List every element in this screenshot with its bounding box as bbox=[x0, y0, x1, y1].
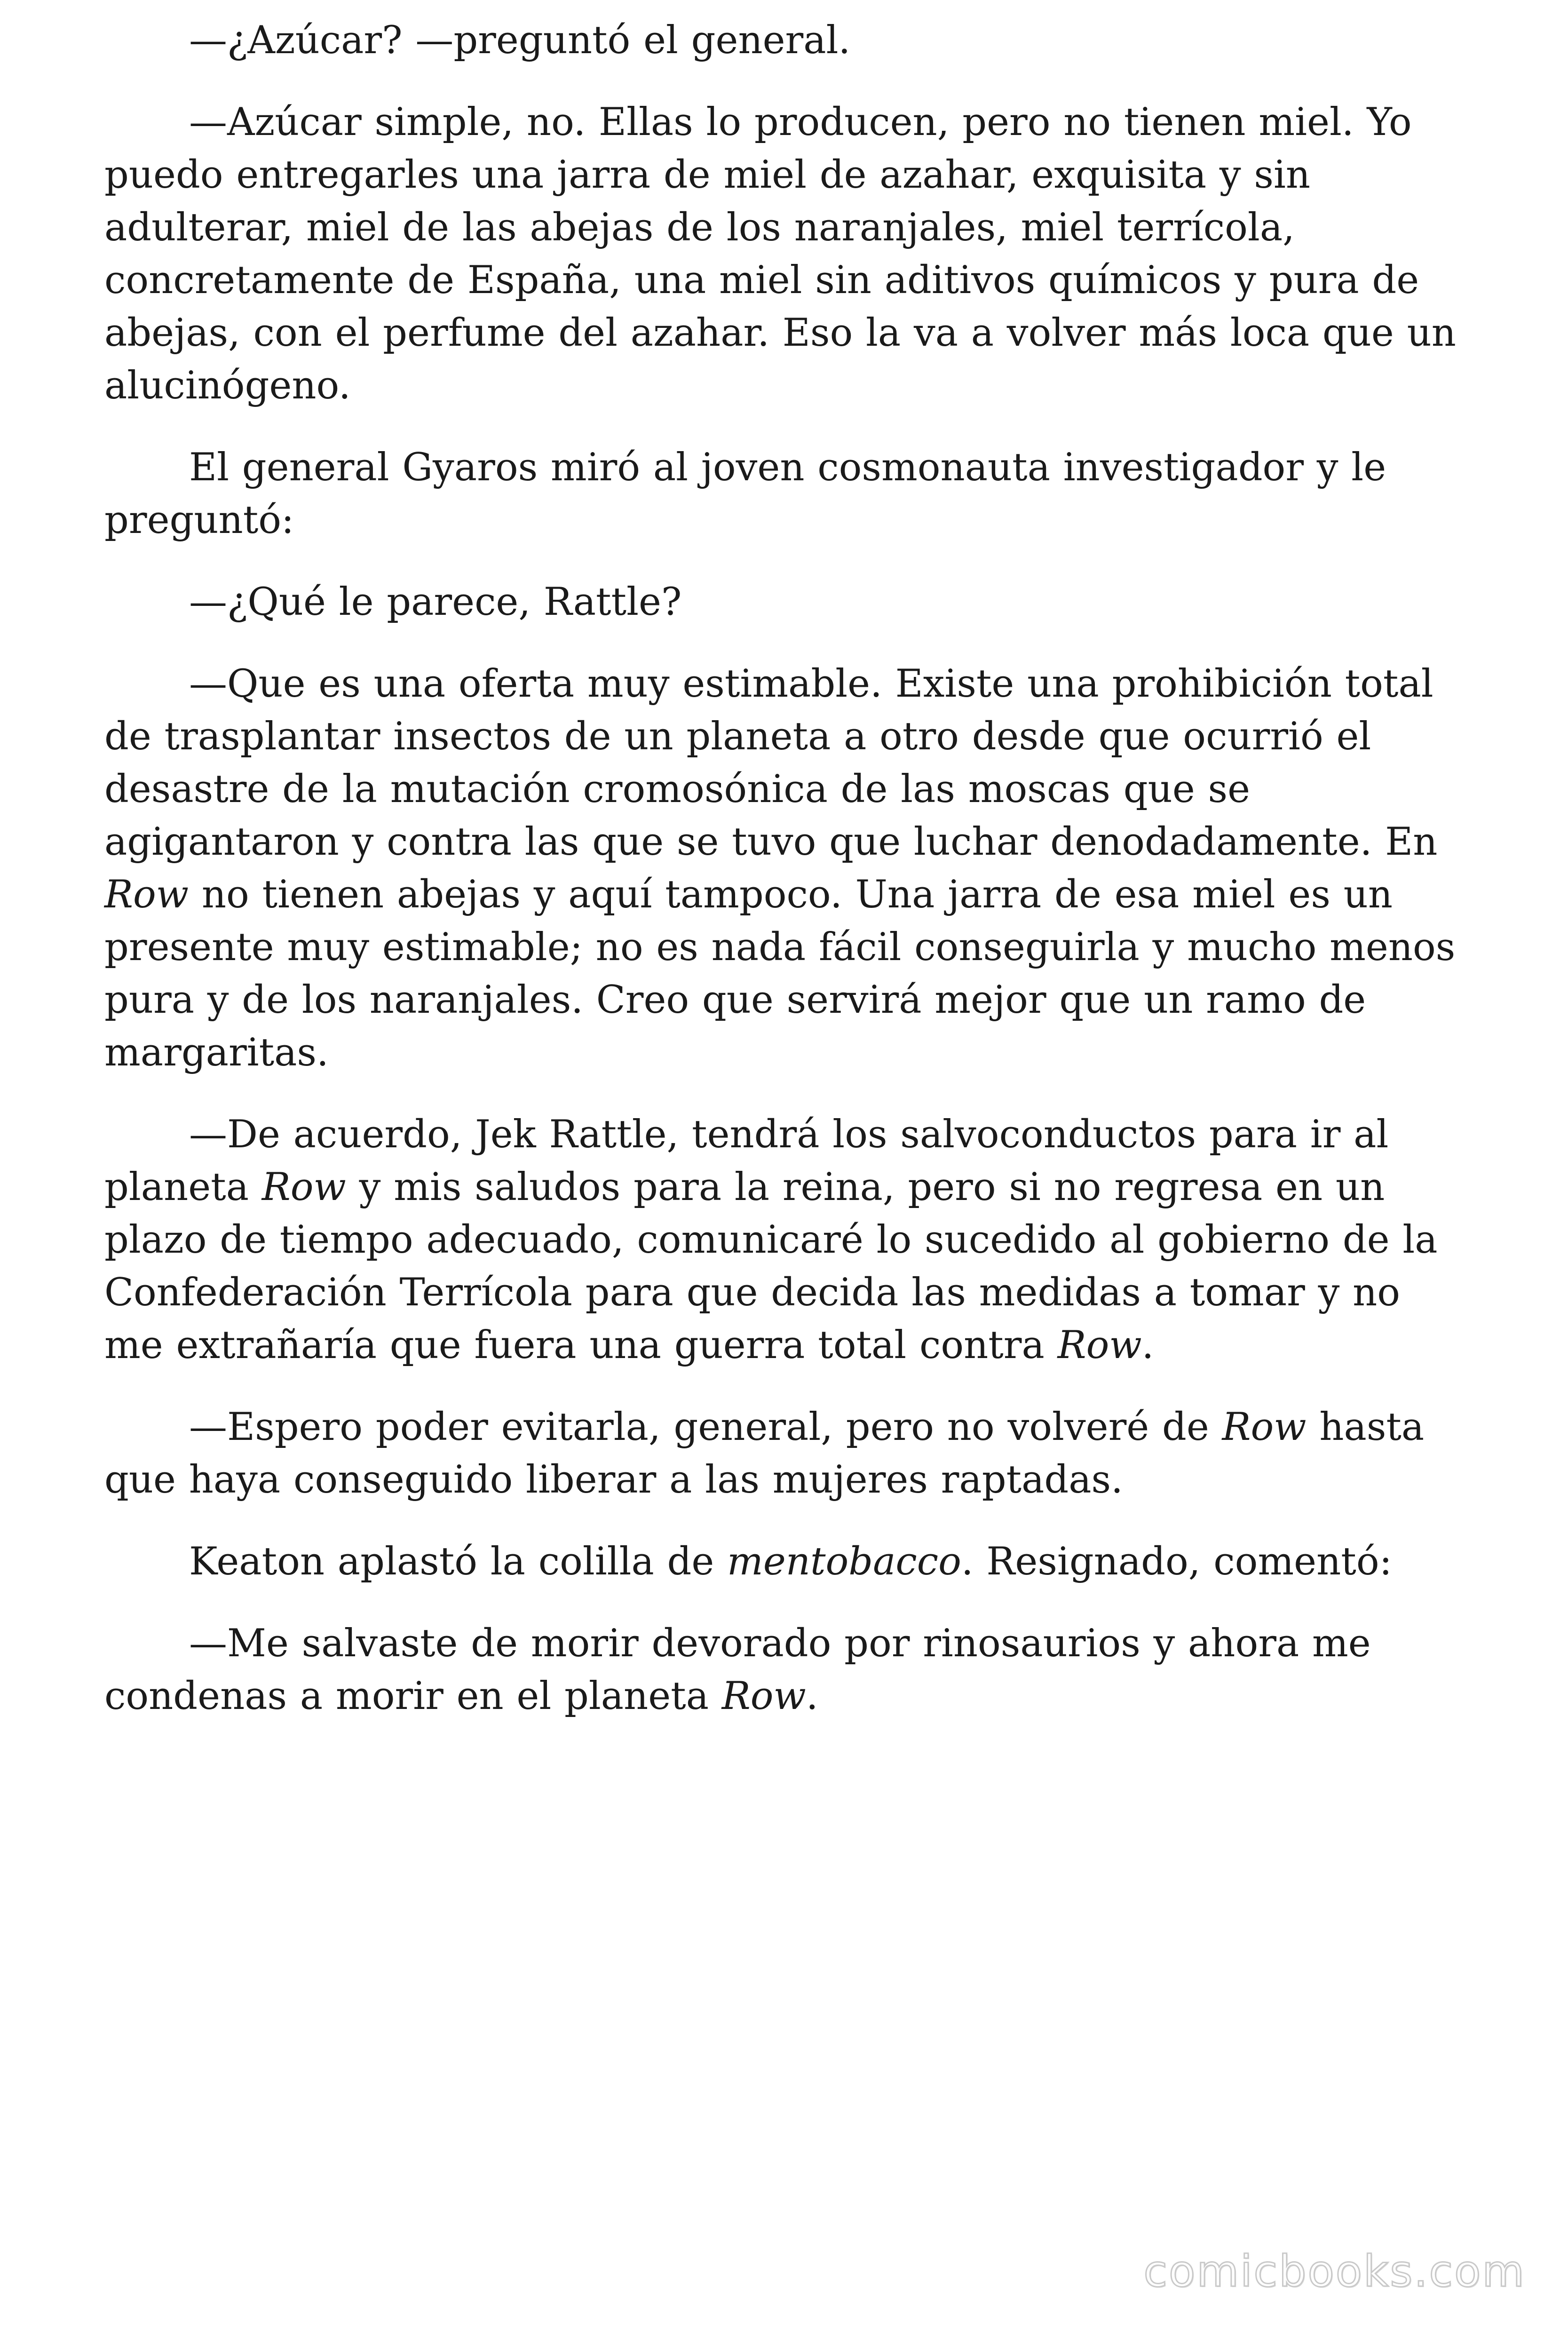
paragraph bbox=[104, 576, 1468, 628]
paragraph bbox=[104, 1535, 1468, 1588]
page-body bbox=[104, 14, 1468, 1752]
text-run: . bbox=[1141, 1323, 1154, 1367]
italic-text: Row bbox=[261, 1165, 346, 1209]
paragraph bbox=[104, 1401, 1468, 1506]
italic-text: Row bbox=[104, 873, 189, 917]
text-run: —¿Azúcar? —preguntó el general. bbox=[189, 18, 851, 63]
text-run: —Azúcar simple, no. Ellas lo producen, pero no tienen miel. Yo puedo entregarles una jarra de miel de azahar, exquisita y sin adulterar, miel de las abejas de los naranjales, miel terrícola, concretamente de España, una miel sin aditivos químicos y pura de abejas, con el perfume del azahar. Eso la va a volver más loca que un alucinógeno. bbox=[104, 100, 1456, 408]
text-run: y mis saludos para la reina, pero si no regresa en un plazo de tiempo adecuado, comunicaré lo sucedido al gobierno de la Confederación Terrícola para que decida las medidas a tomar y no me extrañaría que fuera una guerra total contra bbox=[104, 1165, 1438, 1367]
text-run: —Espero poder evitarla, general, pero no volveré de bbox=[189, 1405, 1222, 1449]
text-run: —¿Qué le parece, Rattle? bbox=[189, 580, 682, 624]
text-run: —Que es una oferta muy estimable. Existe una prohibición total de trasplantar insectos de un planeta a otro desde que ocurrió el desastre de la mutación cromosónica de las moscas que se agigantaron y contra las que se tuvo que luchar denodadamente. En bbox=[104, 662, 1438, 864]
paragraph bbox=[104, 96, 1468, 412]
paragraph bbox=[104, 14, 1468, 67]
paragraph bbox=[104, 441, 1468, 547]
text-run: . Resignado, comentó: bbox=[961, 1540, 1392, 1584]
text-run: El general Gyaros miró al joven cosmonauta investigador y le preguntó: bbox=[104, 445, 1386, 542]
text-run: . bbox=[806, 1674, 818, 1718]
italic-text: Row bbox=[721, 1674, 806, 1718]
text-run: —De acuerdo, Jek Rattle, tendrá los salvoconductos para ir al planeta bbox=[104, 1112, 1389, 1209]
italic-text: mentobacco bbox=[727, 1540, 961, 1584]
italic-text: Row bbox=[1057, 1323, 1142, 1367]
paragraph bbox=[104, 1617, 1468, 1723]
watermark: comicbooks.com bbox=[1143, 2246, 1526, 2296]
text-run: no tienen abejas y aquí tampoco. Una jarra de esa miel es un presente muy estimable; no es nada fácil conseguirla y mucho menos pura y de los naranjales. Creo que servirá mejor que un ramo de margaritas. bbox=[104, 873, 1456, 1075]
text-run: Keaton aplastó la colilla de bbox=[189, 1540, 728, 1584]
text-run: —Me salvaste de morir devorado por rinosaurios y ahora me condenas a morir en el planeta bbox=[104, 1621, 1371, 1718]
paragraph bbox=[104, 658, 1468, 1079]
paragraph bbox=[104, 1108, 1468, 1372]
italic-text: Row bbox=[1222, 1405, 1307, 1449]
text-run: hasta que haya conseguido liberar a las mujeres raptadas. bbox=[104, 1405, 1425, 1502]
